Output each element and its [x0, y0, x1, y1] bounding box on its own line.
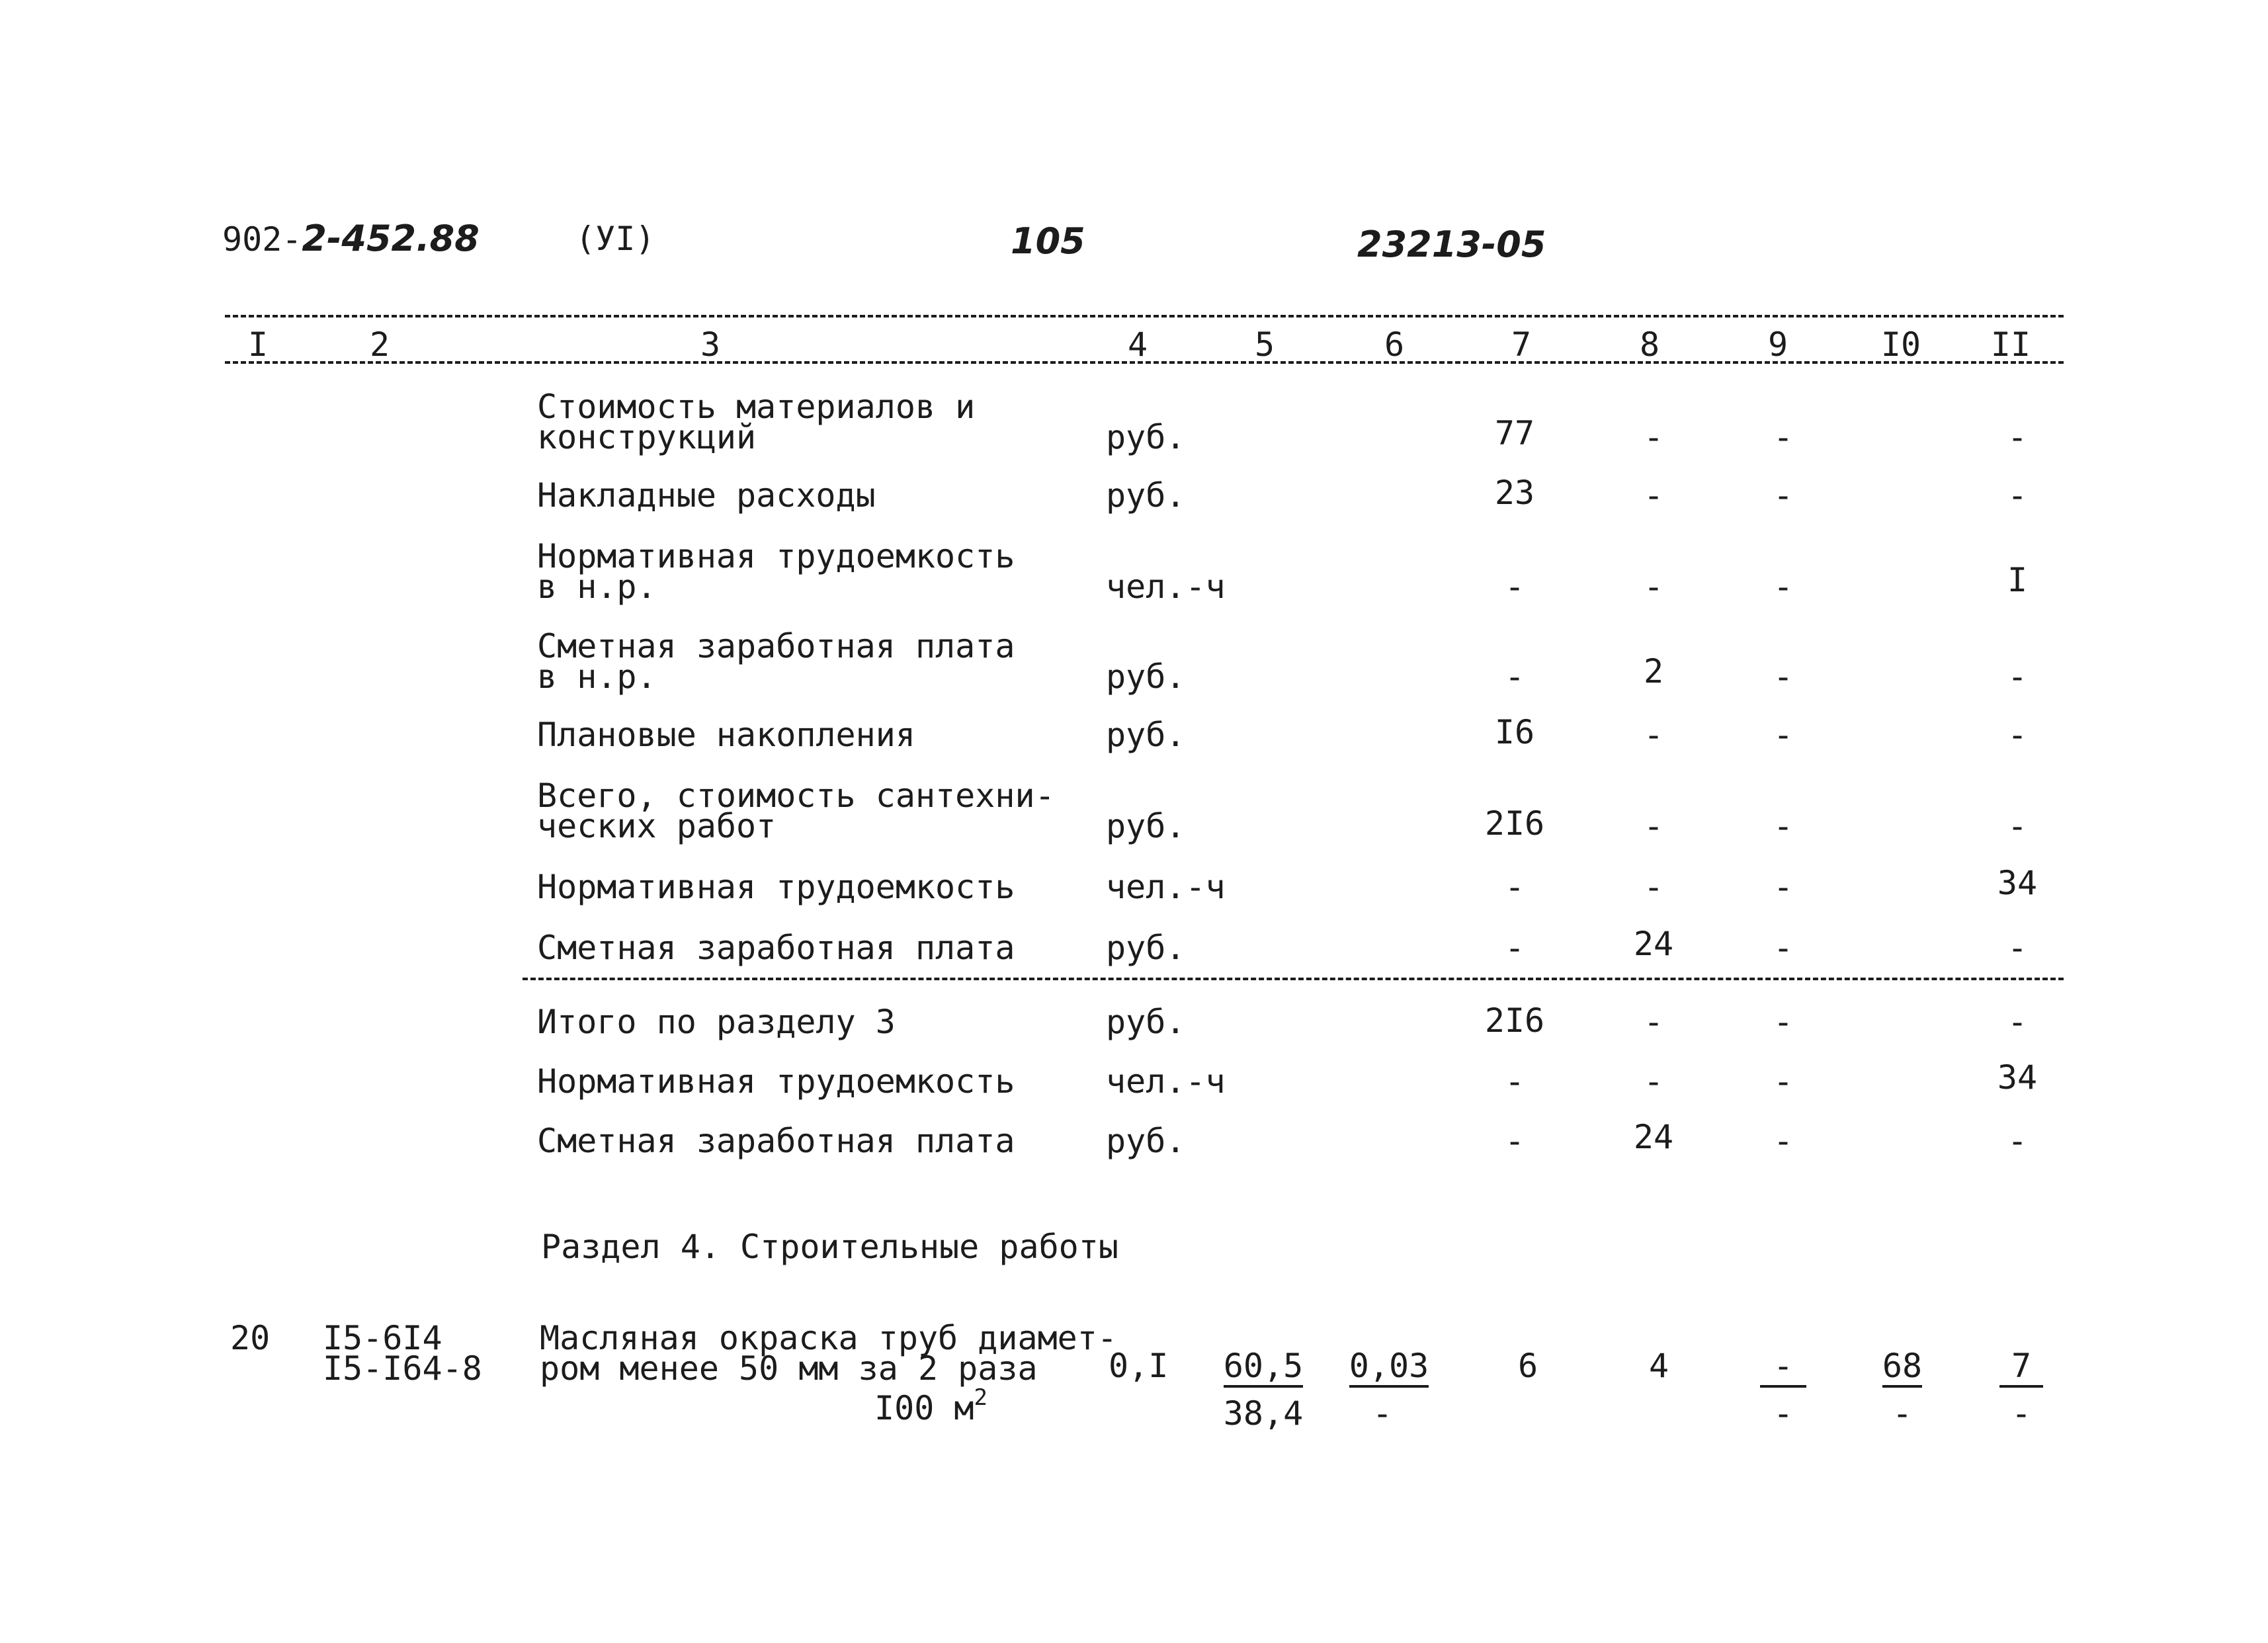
unit-cell: руб. [1106, 1003, 1186, 1041]
column-header: 9 [1767, 325, 1788, 364]
row-label: в н.р. [537, 568, 657, 606]
cell-col5-bottom: 38,4 [1223, 1394, 1304, 1433]
cell-col8: - [1643, 868, 1664, 906]
cell-col9: - [1773, 807, 1794, 845]
cell-col9: - [1773, 868, 1794, 906]
cell-col7: 2I6 [1484, 804, 1545, 843]
cell-col11: I [2007, 561, 2028, 599]
cell-col11-bottom: - [2011, 1394, 2032, 1433]
cell-col8: - [1643, 418, 1664, 456]
doc-code: 902-2-452.88 [222, 218, 480, 259]
cell-col9: - [1773, 929, 1794, 967]
cell-col7: - [1504, 568, 1525, 606]
cell-col11: - [2007, 807, 2028, 845]
cell-col9: - [1773, 1122, 1794, 1160]
cell-col11-top: 7 [1999, 1347, 2043, 1388]
row-label: в н.р. [537, 657, 657, 696]
column-header: I [247, 325, 269, 364]
row-label: Нормативная трудоемкость [537, 868, 1015, 906]
header-top-divider [225, 315, 2064, 317]
cell-col11: - [2007, 716, 2028, 754]
cell-col8: - [1643, 568, 1664, 606]
item-description: ром менее 50 мм за 2 раза [540, 1349, 1038, 1388]
column-header: 3 [700, 325, 721, 364]
cell-col6-bottom: - [1372, 1394, 1393, 1433]
cell-col11: - [2007, 1122, 2028, 1160]
cell-col9-bottom: - [1773, 1394, 1794, 1433]
cell-col8: 2 [1643, 652, 1664, 691]
cell-col11: - [2007, 476, 2028, 515]
cell-col8: - [1643, 476, 1664, 515]
page-number: 105 [1011, 220, 1085, 262]
row-label: Сметная заработная плата [537, 627, 1015, 665]
cell-col9: - [1773, 716, 1794, 754]
norm-code: I5-I64-8 [323, 1349, 482, 1388]
unit-cell: руб. [1106, 929, 1186, 967]
cell-col7: 77 [1494, 414, 1535, 452]
cell-col8: - [1643, 1062, 1664, 1101]
section-divider [523, 978, 2064, 980]
header-bottom-divider [225, 361, 2064, 364]
cell-col11: - [2007, 929, 2028, 967]
cell-col7: 23 [1494, 474, 1535, 512]
item-description: Масляная окраска труб диамет- [540, 1319, 1117, 1357]
cell-col11: - [2007, 418, 2028, 456]
cell-col7: - [1504, 657, 1525, 696]
cell-col7: - [1504, 868, 1525, 906]
column-header: 5 [1254, 325, 1275, 364]
cell-col7: - [1504, 929, 1525, 967]
item-quantity: 0,I [1109, 1347, 1169, 1385]
unit-cell: чел.-ч [1106, 568, 1226, 606]
cell-col7: I6 [1494, 713, 1535, 751]
cell-col8: 4 [1648, 1347, 1669, 1385]
column-header: 2 [369, 325, 390, 364]
norm-code: I5-6I4 [323, 1319, 442, 1357]
row-number: 20 [230, 1319, 271, 1357]
row-label: Сметная заработная плата [537, 929, 1015, 967]
volume-label: (УI) [575, 220, 655, 258]
row-label: Нормативная трудоемкость [537, 1062, 1015, 1101]
item-unit: I00 $м^2$ [874, 1384, 987, 1427]
row-label: конструкций [537, 418, 757, 456]
cell-col8: - [1643, 1003, 1664, 1041]
column-header: 7 [1511, 325, 1532, 364]
row-label: Итого по разделу 3 [537, 1003, 896, 1041]
row-label: Нормативная трудоемкость [537, 537, 1015, 575]
cell-col7: - [1504, 1122, 1525, 1160]
cell-col7: 2I6 [1484, 1001, 1545, 1040]
cell-col5-top: 60,5 [1224, 1347, 1303, 1388]
column-header: I0 [1880, 325, 1921, 364]
cell-col8: - [1643, 716, 1664, 754]
unit-cell: руб. [1106, 1122, 1186, 1160]
cell-col10-bottom: - [1892, 1394, 1913, 1433]
cell-col9: - [1773, 568, 1794, 606]
cell-col8: - [1643, 807, 1664, 845]
unit-cell: чел.-ч [1106, 1062, 1226, 1101]
cell-col6-top: 0,03 [1349, 1347, 1429, 1388]
cell-col9: - [1773, 1003, 1794, 1041]
column-header: 4 [1127, 325, 1148, 364]
cell-col11: - [2007, 1003, 2028, 1041]
cell-col9: - [1773, 476, 1794, 515]
row-label: Стоимость материалов и [537, 388, 976, 426]
cell-col7: - [1504, 1062, 1525, 1101]
column-header: II [1990, 325, 2031, 364]
column-header: 6 [1384, 325, 1405, 364]
section-title: Раздел 4. Строительные работы [541, 1228, 1118, 1266]
column-header: 8 [1639, 325, 1660, 364]
row-label: ческих работ [537, 807, 777, 845]
row-label: Плановые накопления [537, 716, 915, 754]
cell-col9-top: - [1760, 1347, 1806, 1388]
cell-col9: - [1773, 1062, 1794, 1101]
unit-cell: руб. [1106, 476, 1186, 515]
cell-col10-top: 68 [1882, 1347, 1922, 1388]
cell-col7: 6 [1517, 1347, 1538, 1385]
unit-cell: руб. [1106, 807, 1186, 845]
row-label: Всего, стоимость сантехни- [537, 777, 1055, 815]
cell-col11: 34 [1997, 864, 2038, 902]
cell-col11: - [2007, 657, 2028, 696]
row-label: Накладные расходы [537, 476, 876, 515]
cell-col8: 24 [1633, 1118, 1674, 1156]
project-number: 23213-05 [1357, 224, 1546, 265]
cell-col9: - [1773, 657, 1794, 696]
unit-cell: руб. [1106, 657, 1186, 696]
cell-col8: 24 [1633, 925, 1674, 963]
unit-cell: руб. [1106, 716, 1186, 754]
row-label: Сметная заработная плата [537, 1122, 1015, 1160]
cell-col9: - [1773, 418, 1794, 456]
unit-cell: чел.-ч [1106, 868, 1226, 906]
unit-cell: руб. [1106, 418, 1186, 456]
cell-col11: 34 [1997, 1058, 2038, 1097]
